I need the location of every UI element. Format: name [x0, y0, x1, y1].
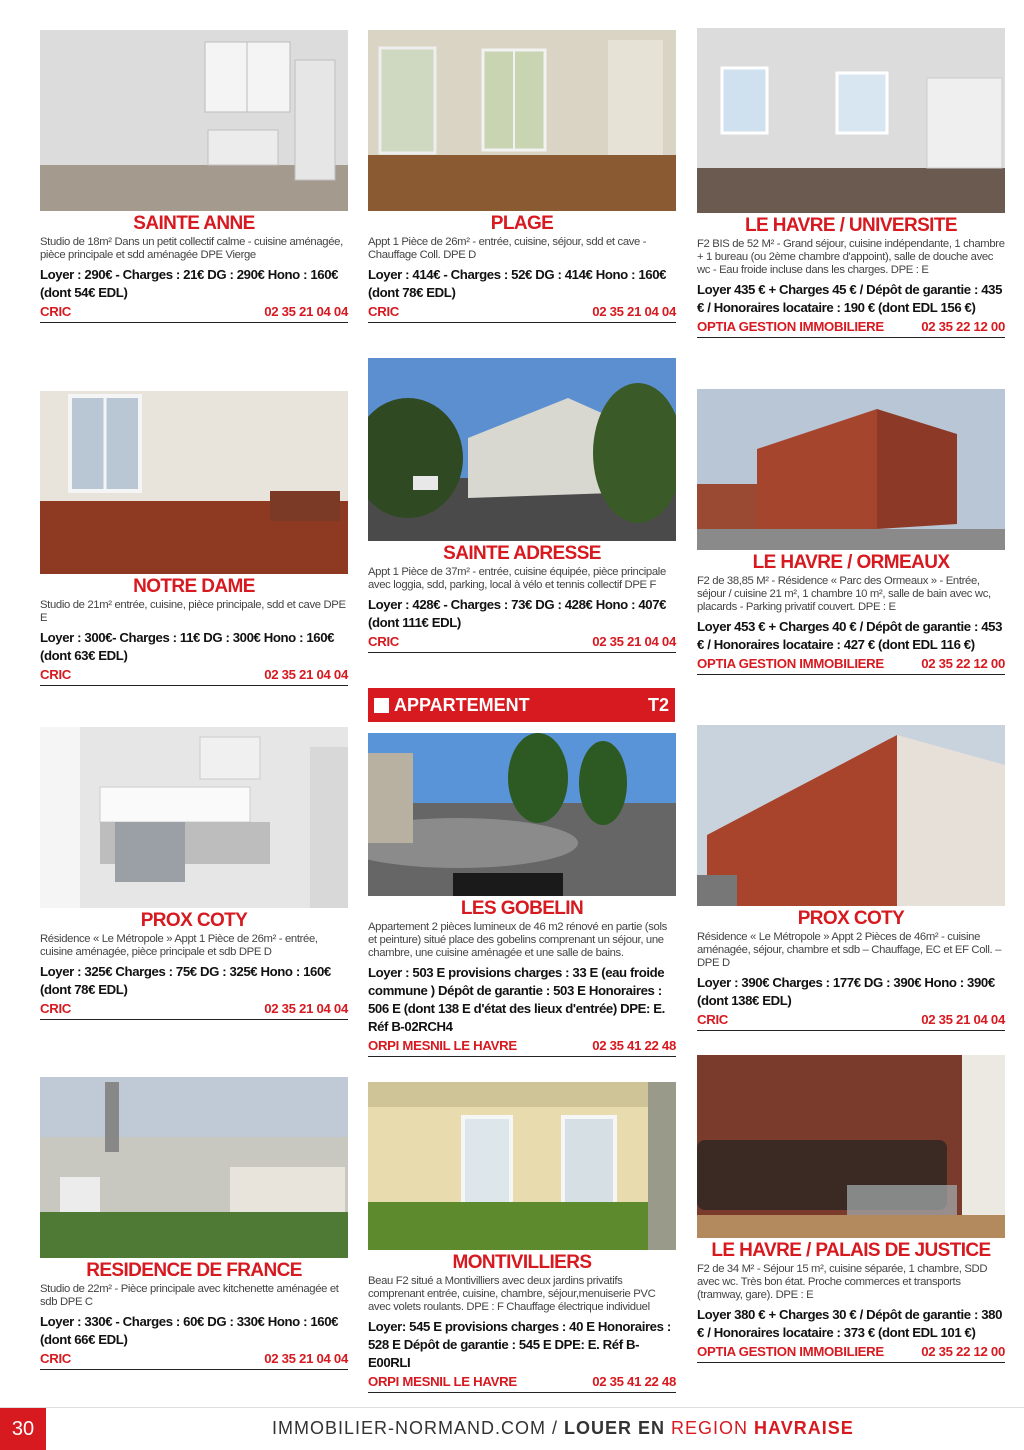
listing-title: PROX COTY — [797, 908, 905, 929]
city-view-photo — [40, 1077, 348, 1258]
garden-facade-photo — [368, 1082, 676, 1250]
agency-name[interactable]: CRIC — [40, 304, 72, 319]
agency-phone[interactable]: 02 35 21 04 04 — [264, 1001, 348, 1016]
listing-card[interactable] — [697, 28, 1005, 338]
listing-agency-row — [368, 1038, 676, 1057]
agency-name[interactable]: ORPI MESNIL LE HAVRE — [368, 1038, 517, 1053]
listing-agency-row — [697, 1012, 1005, 1031]
listing-price: Loyer 380 € + Charges 30 € / Dépôt de garantie : 380 € / Honoraires locataire : 373 € (dont EDL 101 €) — [697, 1307, 1002, 1340]
page-number: 30 — [0, 1408, 46, 1450]
footer-text — [272, 1418, 854, 1439]
agency-phone[interactable]: 02 35 41 22 48 — [592, 1038, 676, 1053]
listing-price: Loyer : 325€ Charges : 75€ DG : 325€ Hono : 160€ (dont 78€ EDL) — [40, 964, 331, 997]
listing-agency-row — [40, 1351, 348, 1370]
listing-price: Loyer : 414€ - Charges : 52€ DG : 414€ Hono : 160€ (dont 78€ EDL) — [368, 267, 667, 300]
listing-agency-row — [368, 1374, 676, 1393]
listing-description: Studio de 18m² Dans un petit collectif calme - cuisine aménagée, pièce principale et sdd aménagée DPE Vierge — [40, 236, 343, 261]
listing-description: Beau F2 situé a Montivilliers avec deux jardins privatifs comprenant entrée, cuisine, chambre, séjour,menuiserie PVC avec volets roulants. DPE : F Chauffage électrique individuel — [368, 1275, 656, 1313]
agency-name[interactable]: CRIC — [40, 1351, 72, 1366]
listing-price: Loyer : 503 E provisions charges : 33 E (eau froide commune ) Dépôt de garantie : 503 E Honoraires : 506 E (dont 138 E d'état des lieux d'entrée) DPE: E. Réf B-02RCH4 — [368, 965, 665, 1034]
building-photo — [368, 358, 676, 541]
listing-card[interactable] — [40, 30, 348, 323]
listing-agency-row — [368, 634, 676, 653]
listing-price: Loyer : 300€- Charges : 11€ DG : 300€ Hono : 160€ (dont 63€ EDL) — [40, 630, 335, 663]
listing-agency-row — [40, 304, 348, 323]
living-room-photo — [697, 1055, 1005, 1238]
agency-name[interactable]: CRIC — [40, 667, 72, 682]
agency-phone[interactable]: 02 35 22 12 00 — [921, 656, 1005, 671]
section-header — [368, 688, 675, 722]
listing-title: LE HAVRE / ORMEAUX — [752, 552, 950, 573]
section-type: T2 — [647, 694, 669, 715]
agency-name[interactable]: CRIC — [368, 634, 400, 649]
footer-site[interactable]: IMMOBILIER-NORMAND.COM — [272, 1418, 546, 1438]
agency-name[interactable]: OPTIA GESTION IMMOBILIERE — [697, 319, 884, 334]
agency-phone[interactable]: 02 35 21 04 04 — [921, 1012, 1005, 1027]
listing-card[interactable] — [697, 389, 1005, 675]
agency-phone[interactable]: 02 35 21 04 04 — [264, 1351, 348, 1366]
listing-description: Studio de 21m² entrée, cuisine, pièce principale, sdd et cave DPE E — [40, 599, 346, 624]
listing-agency-row — [697, 1344, 1005, 1363]
listing-card[interactable] — [368, 30, 676, 323]
agency-phone[interactable]: 02 35 21 04 04 — [264, 667, 348, 682]
listing-card[interactable] — [40, 727, 348, 1020]
listing-card[interactable] — [40, 1077, 348, 1370]
listing-description: F2 BIS de 52 M² - Grand séjour, cuisine indépendante, 1 chambre + 1 bureau (ou 2ème chambre d'appoint), salle de douche avec wc - Eau froide incluse dans les charges. DPE : E — [697, 238, 1005, 276]
listing-card[interactable] — [697, 1055, 1005, 1363]
listing-description: F2 de 38,85 M² - Résidence « Parc des Ormeaux » - Entrée, séjour / cuisine 21 m², 1 chambre 10 m², salle de bain avec wc, placards - Parking privatif couvert. DPE : E — [697, 575, 991, 613]
footer-separator: / — [546, 1418, 565, 1438]
agency-name[interactable]: CRIC — [697, 1012, 729, 1027]
listing-title: NOTRE DAME — [133, 576, 255, 597]
listing-description: Résidence « Le Métropole » Appt 2 Pièces de 46m² - cuisine aménagée, séjour, chambre et sdb – Chauffage, EC et EF Coll. – DPE D — [697, 931, 1002, 969]
listing-description: Studio de 22m² - Pièce principale avec kitchenette aménagée et sdb DPE C — [40, 1283, 339, 1308]
kitchen-photo — [40, 727, 348, 908]
agency-phone[interactable]: 02 35 21 04 04 — [592, 304, 676, 319]
agency-phone[interactable]: 02 35 22 12 00 — [921, 319, 1005, 334]
listing-description: Appartement 2 pièces lumineux de 46 m2 rénové en partie (sols et peinture) situé place des gobelins comprenant un séjour, une chambre, une cuisine aménagée et une salle de bains. — [368, 921, 667, 959]
agency-phone[interactable]: 02 35 41 22 48 — [592, 1374, 676, 1389]
listing-title: SAINTE ADRESSE — [443, 543, 601, 564]
square-icon — [374, 698, 389, 713]
listing-title: LE HAVRE / PALAIS DE JUSTICE — [711, 1240, 991, 1261]
listing-title: PROX COTY — [140, 910, 248, 931]
agency-name[interactable]: ORPI MESNIL LE HAVRE — [368, 1374, 517, 1389]
agency-name[interactable]: CRIC — [368, 304, 400, 319]
listing-agency-row — [40, 667, 348, 686]
empty-room-photo — [368, 30, 676, 211]
agency-phone[interactable]: 02 35 21 04 04 — [592, 634, 676, 649]
listing-title: LES GOBELIN — [460, 898, 584, 919]
listing-title: MONTIVILLIERS — [452, 1252, 592, 1273]
listing-description: Résidence « Le Métropole » Appt 1 Pièce de 26m² - entrée, cuisine aménagée, pièce principale et sdb DPE D — [40, 933, 318, 958]
listing-price: Loyer: 545 E provisions charges : 40 E Honoraires : 528 E Dépôt de garantie : 545 E DPE: E. Réf B-E00RLI — [368, 1319, 671, 1370]
listing-title: SAINTE ANNE — [133, 213, 255, 234]
listing-card[interactable] — [368, 1082, 676, 1393]
footer-city: HAVRAISE — [754, 1418, 854, 1438]
agency-phone[interactable]: 02 35 21 04 04 — [264, 304, 348, 319]
agency-name[interactable]: CRIC — [40, 1001, 72, 1016]
listing-title: RESIDENCE DE FRANCE — [86, 1260, 302, 1281]
section-label: APPARTEMENT — [394, 694, 530, 715]
listing-title: LE HAVRE / UNIVERSITE — [745, 215, 957, 236]
empty-room-photo — [40, 391, 348, 574]
empty-room-photo — [697, 28, 1005, 213]
listing-description: Appt 1 Pièce de 37m² - entrée, cuisine équipée, pièce principale avec loggia, sdd, parking, local à vélo et tennis collectif DPE F — [368, 566, 666, 591]
street-photo — [368, 733, 676, 896]
listing-card[interactable] — [368, 358, 676, 653]
agency-name[interactable]: OPTIA GESTION IMMOBILIERE — [697, 656, 884, 671]
listing-description: Appt 1 Pièce de 26m² - entrée, cuisine, séjour, sdd et cave - Chauffage Coll. DPE D — [368, 236, 647, 261]
empty-room-photo — [40, 30, 348, 211]
agency-phone[interactable]: 02 35 22 12 00 — [921, 1344, 1005, 1359]
listing-price: Loyer 435 € + Charges 45 € / Dépôt de garantie : 435 € / Honoraires locataire : 190 € (dont EDL 156 €) — [697, 282, 1002, 315]
listing-agency-row — [40, 1001, 348, 1020]
listing-agency-row — [368, 304, 676, 323]
listing-price: Loyer : 428€ - Charges : 73€ DG : 428€ Hono : 407€ (dont 111€ EDL) — [368, 597, 667, 630]
footer-region: REGION — [671, 1418, 755, 1438]
listing-description: F2 de 34 M² - Séjour 15 m², cuisine séparée, 1 chambre, SDD avec wc. Très bon état. Proche commerces et transports (tramway, gare). DPE : E — [697, 1263, 988, 1301]
listing-price: Loyer : 390€ Charges : 177€ DG : 390€ Hono : 390€ (dont 138€ EDL) — [697, 975, 995, 1008]
listing-price: Loyer 453 € + Charges 40 € / Dépôt de garantie : 453 € / Honoraires locataire : 427 € (dont EDL 116 €) — [697, 619, 1002, 652]
agency-name[interactable]: OPTIA GESTION IMMOBILIERE — [697, 1344, 884, 1359]
listing-card[interactable] — [368, 733, 676, 1057]
listing-card[interactable] — [40, 391, 348, 686]
brick-building-photo — [697, 389, 1005, 550]
listing-agency-row — [697, 656, 1005, 675]
page-footer — [0, 1407, 1024, 1450]
listing-agency-row — [697, 319, 1005, 338]
listing-price: Loyer : 330€ - Charges : 60€ DG : 330€ Hono : 160€ (dont 66€ EDL) — [40, 1314, 339, 1347]
listing-card[interactable] — [697, 725, 1005, 1031]
listing-title: PLAGE — [490, 213, 554, 234]
brick-building-photo — [697, 725, 1005, 906]
footer-louer: LOUER EN — [564, 1418, 672, 1438]
listing-price: Loyer : 290€ - Charges : 21€ DG : 290€ Hono : 160€ (dont 54€ EDL) — [40, 267, 339, 300]
